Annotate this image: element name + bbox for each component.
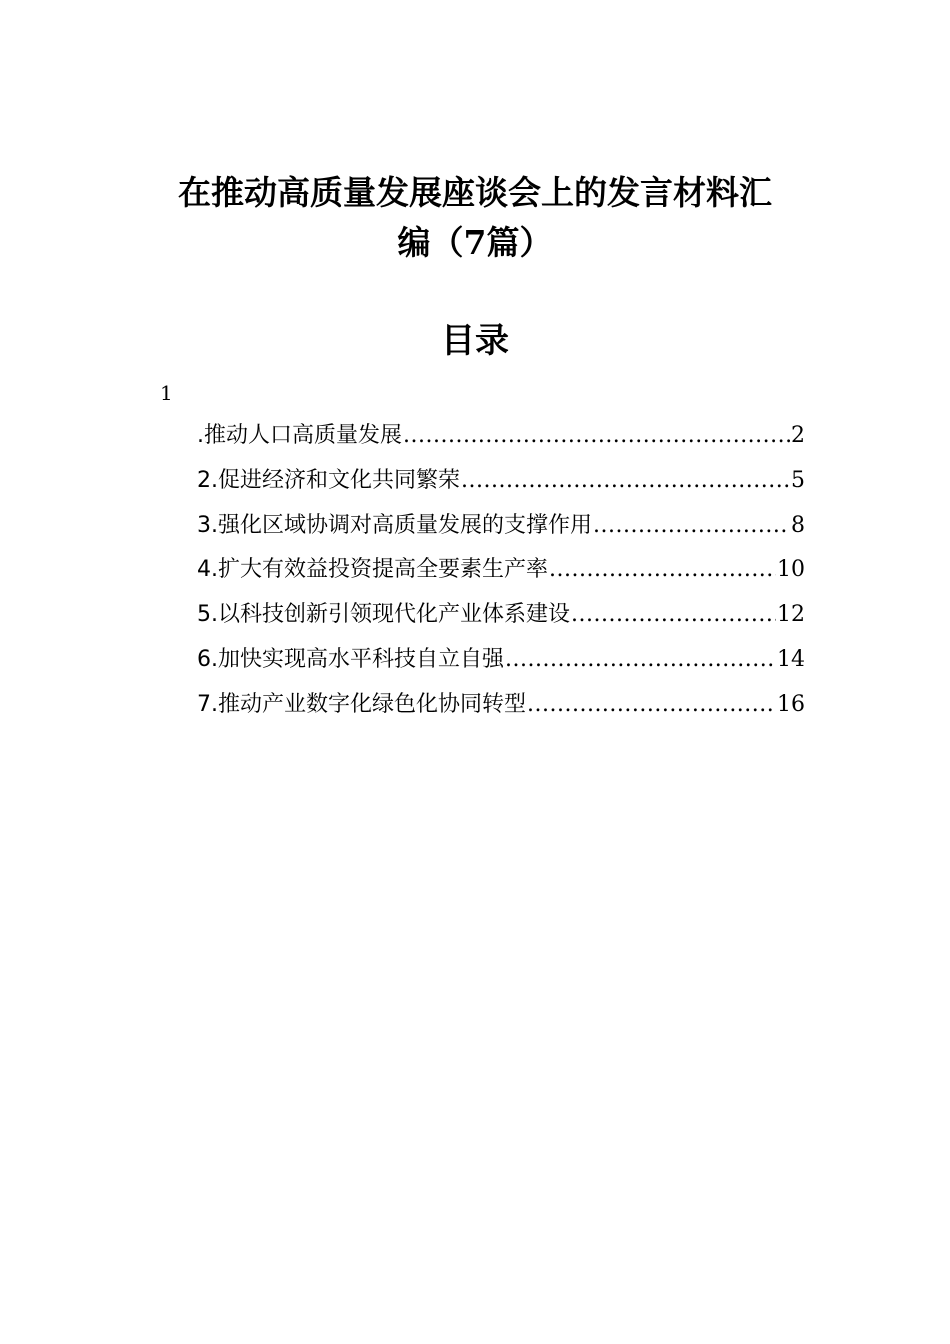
toc-entry-label: 6.加快实现高水平科技自立自强	[197, 646, 504, 672]
toc-entry-page: 12	[777, 602, 805, 628]
toc-entry-leader	[571, 599, 776, 631]
toc-entry-page: 16	[777, 691, 805, 717]
toc-entry-page: 10	[777, 557, 805, 583]
table-of-contents	[197, 420, 805, 734]
toc-entry-leader	[403, 420, 790, 452]
toc-entry-label: .推动人口高质量发展	[197, 423, 402, 448]
toc-entry-page: 2	[791, 423, 805, 448]
toc-entry-label: 3.强化区域协调对高质量发展的支撑作用	[197, 512, 592, 538]
stray-number: 1	[160, 381, 173, 405]
toc-entry-leader	[593, 510, 790, 542]
toc-entry[interactable]	[197, 510, 805, 555]
toc-entry-leader	[461, 465, 790, 497]
toc-entry-label: 4.扩大有效益投资提高全要素生产率	[197, 557, 548, 583]
toc-entry[interactable]	[197, 644, 805, 689]
toc-entry-leader	[527, 689, 776, 721]
toc-entry-leader	[505, 644, 776, 676]
toc-entry[interactable]	[197, 465, 805, 510]
toc-entry-label: 2.促进经济和文化共同繁荣	[197, 467, 460, 493]
toc-entry-page: 14	[777, 646, 805, 672]
toc-entry-leader	[549, 554, 776, 586]
document-title-line-1: 在推动高质量发展座谈会上的发言材料汇	[178, 173, 772, 212]
toc-entry[interactable]	[197, 554, 805, 599]
toc-entry-page: 8	[791, 512, 805, 538]
document-title-line-2: 编（7篇）	[397, 223, 553, 262]
toc-entry-label: 5.以科技创新引领现代化产业体系建设	[197, 602, 570, 628]
toc-entry[interactable]	[197, 599, 805, 644]
toc-heading: 目录	[441, 321, 509, 361]
toc-entry[interactable]	[197, 689, 805, 734]
document-title	[150, 168, 800, 268]
toc-entry-label: 7.推动产业数字化绿色化协同转型	[197, 691, 526, 717]
toc-entry[interactable]	[197, 420, 805, 465]
toc-entry-page: 5	[791, 467, 805, 493]
